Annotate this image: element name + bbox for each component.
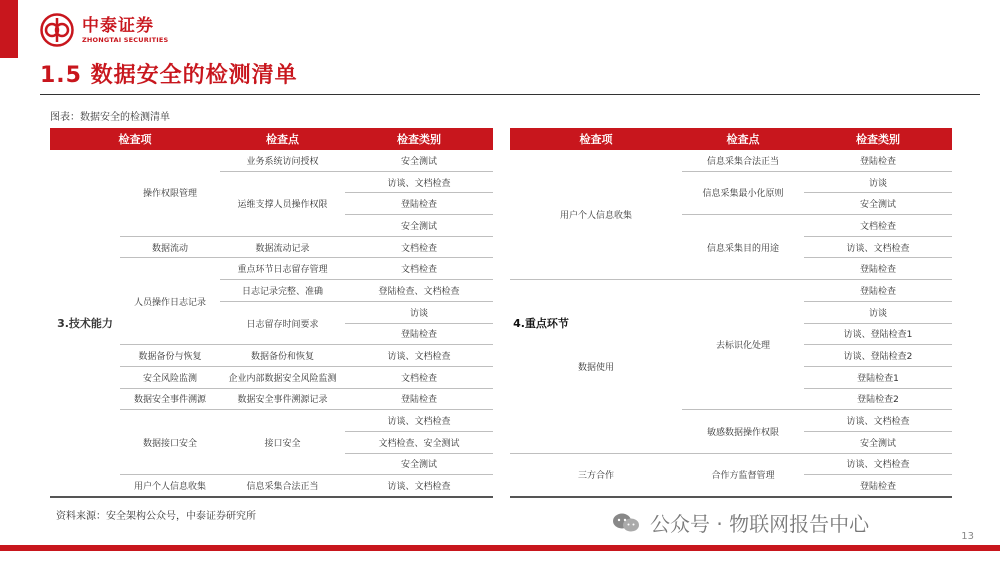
item-cell: 数据使用 [510,280,682,454]
type-cell: 登陆检查、文档检查 [345,280,493,302]
page-number: 13 [961,531,974,542]
table-header-row [50,128,493,150]
type-cell: 登陆检查 [804,150,952,171]
type-cell: 安全测试 [345,453,493,475]
type-cell: 访谈 [345,301,493,323]
point-cell: 合作方监督管理 [682,453,804,497]
type-cell: 安全测试 [345,150,493,171]
type-cell: 登陆检查 [345,193,493,215]
item-cell: 用户个人信息收集 [120,475,220,497]
header-check-point: 检查点 [682,128,804,150]
point-cell: 信息采集最小化原则 [682,171,804,214]
point-cell: 信息采集合法正当 [220,475,345,497]
point-cell: 日志留存时间要求 [220,301,345,344]
type-cell: 安全测试 [804,431,952,453]
watermark [612,508,869,537]
point-cell: 接口安全 [220,410,345,475]
point-cell: 重点环节日志留存管理 [220,258,345,280]
type-cell: 文档检查 [345,236,493,258]
type-cell: 文档检查 [345,258,493,280]
point-cell: 企业内部数据安全风险监测 [220,366,345,388]
zhongtai-logo-icon [40,13,74,47]
item-cell: 安全风险监测 [120,366,220,388]
category-cell: 4.重点环节 [513,317,569,330]
point-cell: 数据备份和恢复 [220,345,345,367]
type-cell: 安全测试 [345,215,493,237]
point-cell: 信息采集目的用途 [682,215,804,280]
type-cell: 登陆检查 [345,323,493,345]
point-cell: 业务系统访问授权 [220,150,345,171]
point-cell: 敏感数据操作权限 [682,410,804,453]
type-cell: 文档检查 [804,215,952,237]
table-row [510,280,952,302]
type-cell: 登陆检查2 [804,388,952,410]
item-cell: 三方合作 [510,453,682,497]
table-row [50,150,493,171]
figure-caption: 图表：数据安全的检测清单 [50,112,170,123]
header-red-bar [0,0,18,58]
table-row [510,150,952,171]
type-cell: 访谈、文档检查 [345,475,493,497]
type-cell: 登陆检查1 [804,366,952,388]
header-check-item: 检查项 [510,128,682,150]
header-check-point: 检查点 [220,128,345,150]
type-cell: 登陆检查 [804,475,952,497]
logo-english-name: ZHONGTAI SECURITIES [82,36,169,44]
point-cell: 信息采集合法正当 [682,150,804,171]
item-cell: 数据备份与恢复 [120,345,220,367]
point-cell: 运维支撑人员操作权限 [220,171,345,236]
source-note: 资料来源：安全架构公众号，中泰证券研究所 [56,511,256,522]
type-cell: 访谈、登陆检查2 [804,345,952,367]
watermark-text: 公众号 · 物联网报告中心 [650,512,870,536]
type-cell: 安全测试 [804,193,952,215]
category-cell: 3.技术能力 [50,150,120,497]
point-cell: 数据安全事件溯源记录 [220,388,345,410]
type-cell: 访谈、文档检查 [345,410,493,432]
table-header-row [510,128,952,150]
type-cell: 访谈 [804,171,952,193]
header-check-type: 检查类别 [345,128,493,150]
logo-chinese-name: 中泰证券 [82,16,154,36]
type-cell: 访谈、文档检查 [804,410,952,432]
wechat-icon [612,512,640,534]
type-cell: 访谈、登陆检查1 [804,323,952,345]
item-cell: 数据接口安全 [120,410,220,475]
type-cell: 文档检查、安全测试 [345,431,493,453]
footer-red-bar [0,545,1000,551]
type-cell: 访谈、文档检查 [345,345,493,367]
right-checklist-table [510,128,952,498]
left-checklist-table [50,128,493,498]
point-cell: 日志记录完整、准确 [220,280,345,302]
type-cell: 访谈、文档检查 [804,236,952,258]
table-row [510,453,952,475]
header-check-type: 检查类别 [804,128,952,150]
type-cell: 访谈、文档检查 [804,453,952,475]
page-title: 1.5 数据安全的检测清单 [40,63,298,88]
point-cell: 数据流动记录 [220,236,345,258]
header-check-item: 检查项 [50,128,220,150]
type-cell: 登陆检查 [804,280,952,302]
item-cell: 数据流动 [120,236,220,258]
item-cell: 数据安全事件溯源 [120,388,220,410]
type-cell: 登陆检查 [345,388,493,410]
company-logo [40,10,168,50]
type-cell: 文档检查 [345,366,493,388]
title-divider [40,94,980,95]
item-cell: 人员操作日志记录 [120,258,220,345]
type-cell: 访谈、文档检查 [345,171,493,193]
item-cell: 用户个人信息收集 [510,150,682,280]
item-cell: 操作权限管理 [120,150,220,236]
point-cell: 去标识化处理 [682,280,804,410]
type-cell: 登陆检查 [804,258,952,280]
type-cell: 访谈 [804,301,952,323]
